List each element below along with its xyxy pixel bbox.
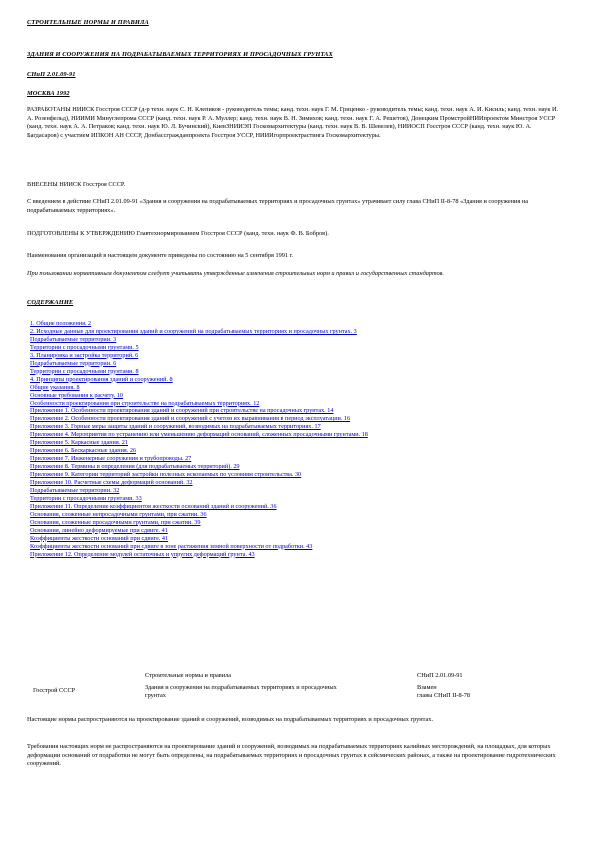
replaces-value: главы СНиП II-8-78 <box>417 692 471 700</box>
toc-link[interactable]: Подрабатываемые территории. 6 <box>30 359 117 367</box>
developed-by: РАЗРАБОТАНЫ НИИСК Госстроя СССР (д-р техн. наук С. Н. Клепиков - руководитель темы; канд. техн. наук Г. М. Гриценко - руководитель темы; канд. техн. наук А. И. Кисиль; канд. техн. наук И. А. Розенфельд), НИИМИ Минуглепрома СССР (канд. техн. наук Р. А. Муллер; канд. техн. наук В. Н. Зимихов; канд. техн. наук Г. А. Решетов), Донецким ПромстройНИИпроектом Минстроя УССР (канд. техн. наук А. А. Петраков; канд. техн. наук Ю. Л. Бучинский), КиевЗНИИЭП Госкомархитектуры (канд. техн. наук В. В. Шевелев), НИИОСП Госстроя СССР (канд. техн. наук Ю. А. Багдасаров) с участием ИПКОН АН СССР, Донбассгражданпроекта Госстроя УССР, НИИИгорпроектрастинга Госкомархитектуры. <box>27 106 559 139</box>
toc-link[interactable]: Приложение 12. Определение модулей остаточных и упругих деформаций грунта. 43 <box>30 550 255 558</box>
toc-item <box>30 463 500 471</box>
toc-item <box>30 423 500 431</box>
toc-item <box>30 527 500 535</box>
toc-link[interactable]: Основания, сложенные непросадочными грунтами, при сжатии. 36 <box>30 510 207 518</box>
contents-heading: СОДЕРЖАНИЕ <box>27 299 74 306</box>
toc-link[interactable]: Приложение 10. Расчетные схемы деформаций оснований. 32 <box>30 479 193 487</box>
toc-item <box>30 336 500 344</box>
toc-link[interactable]: Основные требования к расчету. 10 <box>30 391 124 399</box>
toc-item <box>30 535 500 543</box>
toc-link[interactable]: 4. Принципы проектирования зданий и сооружений. 8 <box>30 375 173 383</box>
toc-item <box>30 543 500 551</box>
toc-link[interactable]: Приложение 11. Определение коэффициентов жесткости оснований зданий и сооружений. 36 <box>30 502 277 510</box>
toc-item <box>30 392 500 400</box>
toc-link[interactable]: Приложение 9. Категории территорий застройки полезных ископаемых по условиям строительства. 30 <box>30 471 302 479</box>
toc-item <box>30 519 500 527</box>
orgs-note: Наименования организаций в настоящем документе приведены по состоянию на 5 сентября 1991 г. <box>27 252 294 259</box>
doc-title: ЗДАНИЯ И СООРУЖЕНИЯ НА ПОДРАБАТЫВАЕМЫХ ТЕРРИТОРИЯХ И ПРОСАДОЧНЫХ ГРУНТАХ <box>27 51 333 58</box>
toc-link[interactable]: Приложение 6. Бескаркасные здания. 26 <box>30 447 137 455</box>
usage-note: При пользовании нормативным документом следует учитывать утвержденные изменения строительных норм и правил и государственных стандартов. <box>27 270 444 277</box>
introduced-by: ВНЕСЕНЫ НИИСК Госстроя СССР. <box>27 181 126 188</box>
toc-item <box>30 360 500 368</box>
toc-item <box>30 503 500 511</box>
prepared-by: ПОДГОТОВЛЕНЫ К УТВЕРЖДЕНИЮ Главтехнормированием Госстроя СССР (канд. техн. наук Ф. В. Бобров). <box>27 230 329 237</box>
toc-item <box>30 495 500 503</box>
toc-item <box>30 368 500 376</box>
effective-note: С введением в действие СНиП 2.01.09-91 «Здания и сооружения на подрабатываемых территориях и просадочных грунтах» утрачивает силу глава СНиП II-8-78 «Здания и сооружения на подрабатываемых территориях». <box>27 198 529 214</box>
norms-title-short: Здания и сооружения на подрабатываемых территориях и просадочных грунтах <box>145 684 337 700</box>
toc-link[interactable]: Приложение 2. Особенности проектирования зданий и сооружений с учетом их выравнивания в период эксплуатации. 16 <box>30 415 351 423</box>
toc-item <box>30 511 500 519</box>
toc-item <box>30 384 500 392</box>
toc-item <box>30 431 500 439</box>
toc-link[interactable]: Приложение 8. Термины и определения (для подрабатываемых территорий). 29 <box>30 463 240 471</box>
toc-item <box>30 352 500 360</box>
toc-item <box>30 471 500 479</box>
toc-item <box>30 328 500 336</box>
replaces-label: Взамен <box>417 684 437 692</box>
toc-item <box>30 439 500 447</box>
doc-type-heading: СТРОИТЕЛЬНЫЕ НОРМЫ И ПРАВИЛА <box>27 19 149 26</box>
toc-link[interactable]: Особенности проектирования при строительстве на подрабатываемых территориях. 12 <box>30 399 260 407</box>
doc-code: СНиП 2.01.09-91 <box>27 71 76 78</box>
toc-item <box>30 487 500 495</box>
toc-link[interactable]: Приложение 7. Инженерные сооружения и трубопроводы. 27 <box>30 455 192 463</box>
toc-link[interactable]: Коэффициенты жесткости оснований при сдвиге. 41 <box>30 534 169 542</box>
toc-link[interactable]: Основания, линейно деформируемые при сдвиге. 41 <box>30 526 168 534</box>
toc-link[interactable]: Коэффициенты жесткости оснований при сдвиге в зоне растяжения земной поверхности от подработки. 43 <box>30 542 313 550</box>
toc-item <box>30 400 500 408</box>
toc-item <box>30 551 500 559</box>
toc-link[interactable]: Подрабатываемые территории. 32 <box>30 487 120 495</box>
toc-item <box>30 407 500 415</box>
toc-item <box>30 479 500 487</box>
toc-link[interactable]: 3. Планировка и застройка территорий. 6 <box>30 351 139 359</box>
toc-link[interactable]: Приложение 4. Мероприятия по устранению или уменьшению деформаций оснований, сложенных просадочными грунтами. 18 <box>30 431 368 439</box>
toc-link[interactable]: Территории с просадочными грунтами. 5 <box>30 343 139 351</box>
norms-code: СНиП 2.01.09-91 <box>417 672 463 679</box>
toc-link[interactable]: Основания, сложенные просадочными грунтами, при сжатии. 39 <box>30 518 201 526</box>
toc-link[interactable]: Приложение 3. Горные меры защиты зданий и сооружений, возводимых на подрабатываемых территориях. 17 <box>30 423 321 431</box>
toc-item <box>30 376 500 384</box>
city-year: МОСКВА 1992 <box>27 90 70 97</box>
toc-item <box>30 320 500 328</box>
toc-item <box>30 415 500 423</box>
toc-item <box>30 455 500 463</box>
toc-link[interactable]: Территории с просадочными грунтами. 8 <box>30 367 139 375</box>
toc-item <box>30 344 500 352</box>
agency-name: Госстрой СССР <box>33 687 76 695</box>
norms-type-label: Строительные нормы и правила <box>145 672 232 679</box>
toc-link[interactable]: Общие указания. 8 <box>30 383 80 391</box>
document-header-table <box>27 672 568 701</box>
toc-link[interactable]: 2. Исходные данные для проектирования зданий и сооружений на подрабатываемых территориях и просадочных грунтах. 3 <box>30 327 357 335</box>
toc-link[interactable]: Территории с просадочными грунтами. 33 <box>30 494 142 502</box>
toc-link[interactable]: 1. Общие положения. 2 <box>30 320 92 327</box>
scope-paragraph: Настоящие нормы распространяются на проектирование зданий и сооружений, возводимых на подрабатываемых территориях и просадочных грунтах. <box>27 716 434 723</box>
toc-item <box>30 447 500 455</box>
toc-link[interactable]: Подрабатываемые территории. 3 <box>30 335 117 343</box>
exclusions-paragraph: Требования настоящих норм не распространяются на проектирование зданий и сооружений, возводимых на подрабатываемых территориях калийных месторождений, на площадках, для которых деформации оснований от подработки не могут быть определены, на подрабатываемых территориях и просадочных грунтах в сейсмических районах, а также на проектирование гидротехнических сооружений. <box>27 743 556 768</box>
table-of-contents <box>27 320 500 559</box>
toc-link[interactable]: Приложение 1. Особенности проектирования зданий и сооружений при строительстве на просадочных грунтах. 14 <box>30 407 334 415</box>
toc-link[interactable]: Приложение 5. Каркасные здания. 21 <box>30 439 128 447</box>
